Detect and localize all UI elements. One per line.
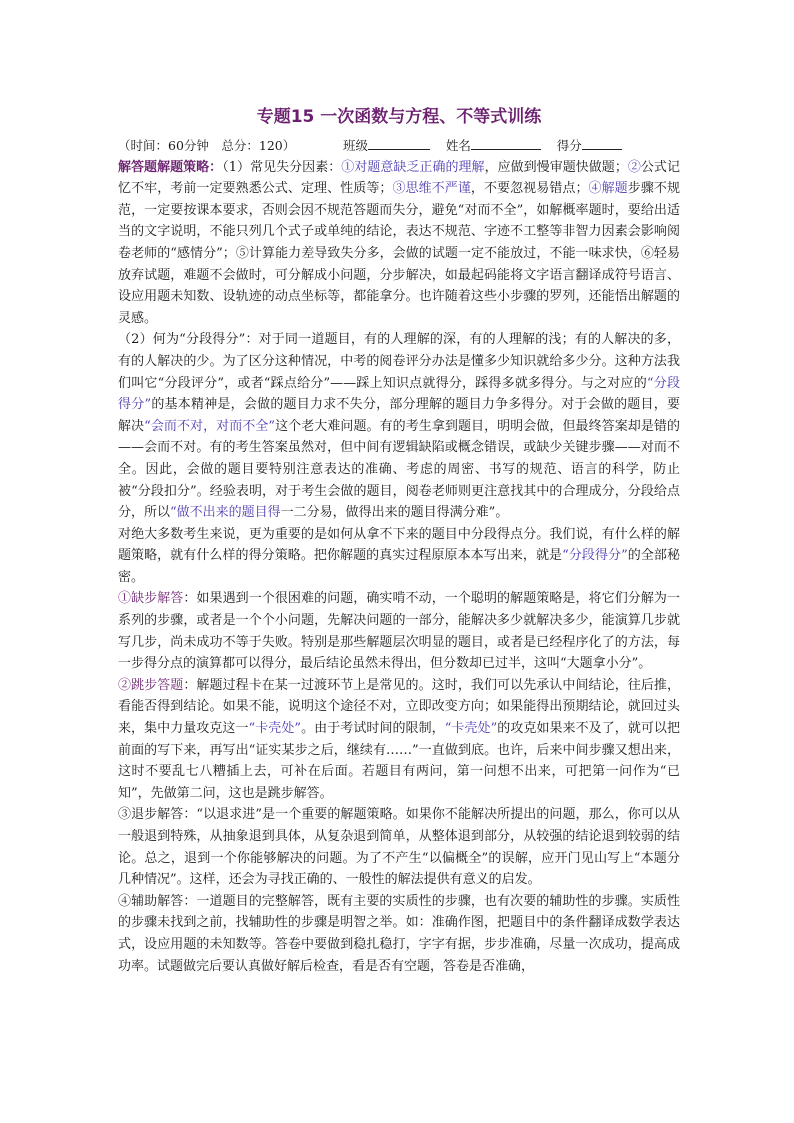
auxiliary-step-paragraph: ④辅助解答：一道题目的完整解答，既有主要的实质性的步骤，也有次要的辅助性的步骤。实质性的步骤未找到之前，找辅助性的步骤是明智之举。如：准确作图，把题目中的条件翻译成数学表达式，设应用题的未知数等。答卷中要做到稳扎稳打，字字有据，步步准确，尽量一次成功，提高成功率。试题做完后要认真做好解后检查，看是否有空题，答卷是否准确， [118, 893, 680, 974]
text-run: 的攻克如果来不及了，就可以把前面的写下来，再写出“证实某步之后，继续有……”一直做到底。也许，后来中间步骤又想出来，这时不要乱七八糟插上去，可补在后面。若题目有两问，第一问想不出来，可把第一问作为“已知”，先做第二问，这也是跳步解答。 [118, 721, 680, 801]
text-run: ：解题过程卡在某一过渡环节上是常见的。这时，我们可以先承认中间结论，往后推，看能否得到结论。如果不能，说明这个途径不对，立即改变方向；如果能得出预期结论，就回过头来，集中力量攻克这一 [118, 677, 680, 737]
highlight-run: “会而不对，对而不全” [144, 418, 276, 434]
exam-time-score: （时间：60分钟 总分：120） [118, 138, 296, 153]
highlight-run: “分段得分” [118, 375, 680, 413]
text-run: ，不要忽视易错点； [470, 181, 589, 197]
strategy-heading: 解答题解题策略： [118, 159, 223, 175]
exam-info-line [118, 135, 680, 157]
highlight-run: ② [627, 159, 641, 175]
text-run: ，应做到慢审题快做题； [484, 159, 628, 175]
strategy-paragraph-2 [118, 329, 680, 523]
text-run: 的基本精神是，会做的题目力求不失分，部分理解的题目力争多得分。对于会做的题目，要解决 [118, 397, 680, 434]
text-run: 这个老大难问题。有的考生拿到题目，明明会做，但最终答案却是错的——会而不对。有的考生答案虽然对，但中间有逻辑缺陷或概念错误，或缺少关键步骤——对而不全。因此，会做的题目要特别注意表达的准确、考虑的周密、书写的规范、语言的科学，防止被“分段扣分”。经验表明，对于考生会做的题目，阅卷老师则更注意找其中的合理成分，分段给点分，所以 [118, 418, 680, 521]
score-blank[interactable] [582, 135, 622, 150]
name-label: 姓名 [445, 138, 471, 153]
missing-step-paragraph [118, 588, 680, 674]
text-run: 公式记忆不牢，考前一定要熟悉公式、定理、性质等； [118, 159, 680, 197]
highlight-run: “做不出来的题目得 [170, 505, 281, 521]
skip-step-paragraph [118, 675, 680, 805]
highlight-run: “卡壳处” [444, 721, 498, 737]
text-run: 的全部秘密。 [118, 548, 680, 585]
text-run: （1）常见失分因素： [222, 159, 342, 175]
document-page [118, 102, 680, 977]
text-run: 对绝大多数考生来说，更为重要的是如何从拿不下来的题目中分段得点分。我们说，有什么样的解题策略，就有什么样的得分策略。把你解题的真实过程原原本本写出来，就是 [118, 526, 680, 564]
text-run: 一二分易，做得出来的题目得满分难”。 [280, 505, 509, 521]
page-title: 专题15 一次函数与方程、不等式训练 [256, 107, 542, 127]
highlight-run: “分段得分” [562, 548, 628, 564]
text-run: 步骤不规范，一定要按课本要求，否则会因不规范答题而失分，避免“对而不全”，如解概率题时，要给出适当的文字说明，不能只列几个式子或单纯的结论，表达不规范、字迹不工整等非智力因素会影响阅卷老师的“感情分”；⑤计算能力差导致失分多，会做的试题一定不能放过，不能一味求快，⑥轻易放弃试题，难题不会做时，可分解成小问题，分步解决，如最起码能将文字语言翻译成符号语言、设应用题未知数、设轨迹的动点坐标等，都能拿分。也许随着这些小步骤的罗列，还能悟出解题的灵感。 [118, 181, 680, 326]
text-run: （2）何为“分段得分”：对于同一道题目，有的人理解的深，有的人理解的浅；有的人解决的多，有的人解决的少。为了区分这种情况，中考的阅卷评分办法是懂多少知识就给多少分。这种方法我们叫它“分段评分”，或者“踩点给分”——踩上知识点就得分，踩得多就多得分。与之对应的 [118, 332, 680, 391]
class-label: 班级 [342, 138, 368, 153]
name-blank[interactable] [471, 135, 541, 150]
highlight-run: ①对题意缺乏正确的理解 [341, 159, 485, 175]
score-label: 得分 [556, 138, 582, 153]
retreat-step-paragraph: ③退步解答：“以退求进”是一个重要的解题策略。如果你不能解决所提出的问题，那么，你可以从一般退到特殊，从抽象退到具体，从复杂退到简单，从整体退到部分，从较强的结论退到较弱的结论。总之，退到一个你能够解决的问题。为了不产生“以偏概全”的误解，应开门见山写上“本题分几种情况”。这样，还会为寻找正确的、一般性的解法提供有意义的启发。 [118, 807, 680, 888]
text-run: 。由于考试时间的限制， [301, 721, 445, 737]
strategy-paragraph-1 [118, 157, 680, 330]
highlight-run: “卡壳处” [248, 721, 302, 737]
missing-step-label: ①缺步解答 [118, 591, 184, 607]
text-run: ：如果遇到一个很困难的问题，确实啃不动，一个聪明的解题策略是，将它们分解为一系列的步骤，或者是一个个小问题，先解决问题的一部分，能解决多少就解决多少，能演算几步就写几步，尚未成功不等于失败。特别是那些解题层次明显的题目，或者是已经程序化了的方法，每一步得分点的演算都可以得分，最后结论虽然未得出，但分数却已过半，这叫“大题拿小分”。 [118, 591, 680, 672]
class-blank[interactable] [368, 135, 430, 150]
highlight-run: ③思维不严谨 [392, 181, 471, 197]
highlight-run: ④解题 [588, 181, 628, 197]
skip-step-label: ②跳步答题 [118, 677, 184, 693]
strategy-paragraph-3 [118, 524, 680, 589]
